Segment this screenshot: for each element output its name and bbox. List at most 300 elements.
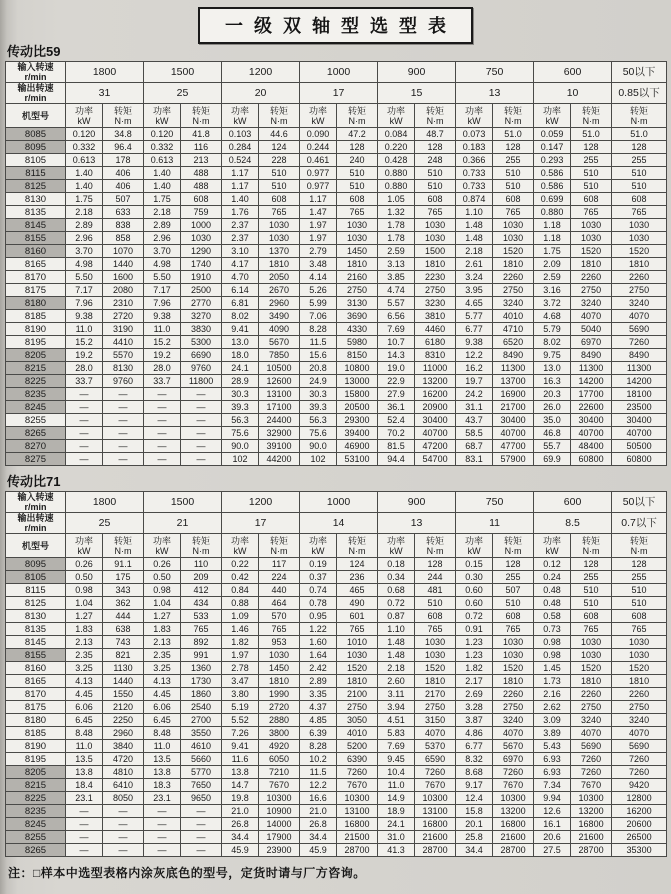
value-cell: 236 [337, 571, 378, 584]
value-cell: 16.2 [456, 362, 493, 375]
value-cell: 255 [493, 154, 534, 167]
input-speed-value: 50以下 [612, 492, 667, 513]
value-cell: 3050 [337, 714, 378, 727]
value-cell: 116 [181, 141, 222, 154]
torque-column-label: 转矩 N·m [415, 104, 456, 128]
value-cell: 48.7 [415, 128, 456, 141]
value-cell: 124 [259, 141, 300, 154]
value-cell: 12600 [259, 375, 300, 388]
model-cell: 8225 [6, 375, 66, 388]
value-cell: 24.2 [456, 388, 493, 401]
value-cell: 2720 [259, 701, 300, 714]
value-cell: 13100 [337, 805, 378, 818]
value-cell: 12.4 [456, 792, 493, 805]
value-cell: 1.76 [222, 206, 259, 219]
value-cell: 1.64 [300, 649, 337, 662]
table-row [6, 440, 667, 453]
table-row [6, 584, 667, 597]
value-cell: 0.147 [534, 141, 571, 154]
value-cell: 39.3 [222, 401, 259, 414]
power-column-label: 功率 kW [222, 104, 259, 128]
value-cell: 6.77 [456, 740, 493, 753]
output-speed-value: 0.85以下 [612, 83, 667, 104]
value-cell: 8490 [612, 349, 667, 362]
value-cell: 510 [612, 584, 667, 597]
table-row [6, 844, 667, 857]
value-cell: 2100 [337, 688, 378, 701]
output-speed-value: 10 [534, 83, 612, 104]
value-cell: 2.89 [300, 675, 337, 688]
value-cell: 34.4 [456, 844, 493, 857]
value-cell: 13200 [493, 805, 534, 818]
value-cell: — [66, 818, 103, 831]
value-cell: 12.2 [456, 349, 493, 362]
value-cell: 34.4 [222, 831, 259, 844]
value-cell: — [103, 427, 144, 440]
value-cell: 0.34 [378, 571, 415, 584]
value-cell: 23.1 [66, 792, 103, 805]
value-cell: 858 [103, 232, 144, 245]
value-cell: 608 [415, 193, 456, 206]
value-cell: 3.48 [300, 258, 337, 271]
value-cell: 15.6 [300, 349, 337, 362]
value-cell: 16.3 [534, 375, 571, 388]
value-cell: 4.14 [300, 271, 337, 284]
model-cell: 8115 [6, 167, 66, 180]
value-cell: 69.9 [534, 453, 571, 466]
value-cell: 26.8 [222, 818, 259, 831]
value-cell: 5.19 [222, 701, 259, 714]
value-cell: 1520 [415, 662, 456, 675]
value-cell: 1.48 [378, 649, 415, 662]
value-cell: 1.10 [378, 623, 415, 636]
value-cell: 255 [571, 571, 612, 584]
value-cell: — [66, 401, 103, 414]
value-cell: 128 [571, 141, 612, 154]
value-cell: 10500 [259, 362, 300, 375]
value-cell: 128 [337, 141, 378, 154]
model-cell: 8245 [6, 818, 66, 831]
table-row [6, 649, 667, 662]
value-cell: 9650 [181, 792, 222, 805]
value-cell: 2750 [337, 284, 378, 297]
value-cell: 13.0 [534, 362, 571, 375]
value-cell: 0.461 [300, 154, 337, 167]
table-row [6, 167, 667, 180]
value-cell: 255 [612, 571, 667, 584]
value-cell: 8310 [415, 349, 456, 362]
table-row [6, 636, 667, 649]
value-cell: 0.42 [222, 571, 259, 584]
value-cell: — [144, 440, 181, 453]
value-cell: 128 [571, 558, 612, 571]
value-cell: 0.72 [378, 597, 415, 610]
value-cell: 1.22 [300, 623, 337, 636]
model-cell: 8245 [6, 401, 66, 414]
value-cell: 1.23 [456, 636, 493, 649]
torque-column-label: 转矩 N·m [103, 104, 144, 128]
value-cell: 3190 [103, 323, 144, 336]
value-cell: 510 [415, 167, 456, 180]
output-speed-row [6, 513, 667, 534]
value-cell: 75.6 [222, 427, 259, 440]
model-column-label: 机型号 [6, 104, 66, 128]
value-cell: 2120 [103, 701, 144, 714]
table-row [6, 401, 667, 414]
value-cell: 0.98 [66, 584, 103, 597]
model-cell: 8205 [6, 766, 66, 779]
value-cell: 1.04 [144, 597, 181, 610]
value-cell: 1520 [571, 662, 612, 675]
value-cell: 1500 [415, 245, 456, 258]
value-cell: 7260 [571, 766, 612, 779]
value-cell: 40700 [612, 427, 667, 440]
value-cell: 21600 [415, 831, 456, 844]
value-cell: 2260 [493, 688, 534, 701]
value-cell: 9760 [181, 362, 222, 375]
value-cell: 5040 [571, 323, 612, 336]
value-cell: 3.11 [378, 688, 415, 701]
value-cell: 510 [415, 180, 456, 193]
value-cell: 1030 [612, 636, 667, 649]
value-cell: 2670 [259, 284, 300, 297]
value-cell: — [144, 401, 181, 414]
value-cell: 1520 [612, 245, 667, 258]
model-cell: 8095 [6, 558, 66, 571]
output-speed-value: 20 [222, 83, 300, 104]
value-cell: 7260 [612, 336, 667, 349]
column-header-row [6, 534, 667, 558]
value-cell: 58.5 [456, 427, 493, 440]
value-cell: 2750 [493, 284, 534, 297]
value-cell: 13000 [337, 375, 378, 388]
power-column-label: 功率 kW [534, 534, 571, 558]
value-cell: — [66, 831, 103, 844]
value-cell: 2.96 [66, 232, 103, 245]
value-cell: 0.183 [456, 141, 493, 154]
output-speed-value: 17 [300, 83, 378, 104]
value-cell: 4.70 [222, 271, 259, 284]
value-cell: 2.18 [66, 206, 103, 219]
model-cell: 8235 [6, 388, 66, 401]
value-cell: 1.17 [222, 180, 259, 193]
value-cell: 13.0 [222, 336, 259, 349]
value-cell: 510 [259, 167, 300, 180]
value-cell: 4.98 [144, 258, 181, 271]
value-cell: 30400 [493, 414, 534, 427]
input-speed-value: 1800 [66, 62, 144, 83]
value-cell: 4070 [612, 310, 667, 323]
value-cell: 0.090 [300, 128, 337, 141]
value-cell: 60800 [571, 453, 612, 466]
value-cell: 4.86 [456, 727, 493, 740]
value-cell: 4.37 [300, 701, 337, 714]
output-speed-value: 8.5 [534, 513, 612, 534]
table-row [6, 688, 667, 701]
value-cell: 1450 [259, 662, 300, 675]
model-cell: 8190 [6, 740, 66, 753]
value-cell: 5770 [181, 766, 222, 779]
value-cell: 1030 [612, 219, 667, 232]
table-row [6, 766, 667, 779]
value-cell: 1030 [181, 232, 222, 245]
value-cell: 2230 [415, 271, 456, 284]
value-cell: 60800 [612, 453, 667, 466]
value-cell: 838 [103, 219, 144, 232]
value-cell: 0.586 [534, 167, 571, 180]
value-cell: 1030 [571, 219, 612, 232]
value-cell: 1.82 [456, 662, 493, 675]
value-cell: 55.7 [534, 440, 571, 453]
value-cell: 759 [181, 206, 222, 219]
model-cell: 8125 [6, 597, 66, 610]
value-cell: 3240 [571, 714, 612, 727]
value-cell: 68.7 [456, 440, 493, 453]
value-cell: 4070 [415, 727, 456, 740]
value-cell: 2.16 [534, 688, 571, 701]
value-cell: 11800 [181, 375, 222, 388]
value-cell: 9420 [612, 779, 667, 792]
value-cell: 2250 [103, 714, 144, 727]
input-speed-value: 750 [456, 492, 534, 513]
value-cell: 608 [181, 193, 222, 206]
value-cell: 1.10 [456, 206, 493, 219]
value-cell: 2700 [181, 714, 222, 727]
value-cell: 608 [493, 193, 534, 206]
value-cell: 765 [493, 623, 534, 636]
table-row [6, 323, 667, 336]
value-cell: 464 [259, 597, 300, 610]
value-cell: 3240 [493, 714, 534, 727]
value-cell: 510 [259, 180, 300, 193]
value-cell: 1030 [415, 649, 456, 662]
value-cell: 0.68 [378, 584, 415, 597]
value-cell: 5690 [612, 323, 667, 336]
value-cell: 3.85 [378, 271, 415, 284]
value-cell: 2.13 [66, 636, 103, 649]
input-speed-value: 1000 [300, 492, 378, 513]
value-cell: 3.87 [456, 714, 493, 727]
value-cell: 6.14 [222, 284, 259, 297]
value-cell: 510 [337, 167, 378, 180]
value-cell: 255 [493, 571, 534, 584]
value-cell: 1810 [493, 258, 534, 271]
value-cell: 7.17 [66, 284, 103, 297]
value-cell: 8.48 [66, 727, 103, 740]
model-cell: 8145 [6, 636, 66, 649]
value-cell: 30.3 [222, 388, 259, 401]
value-cell: 6.06 [144, 701, 181, 714]
table-row [6, 597, 667, 610]
value-cell: 5.77 [456, 310, 493, 323]
value-cell: 8490 [571, 349, 612, 362]
value-cell: 7670 [337, 779, 378, 792]
value-cell: 16200 [612, 805, 667, 818]
value-cell: 0.73 [534, 623, 571, 636]
value-cell: 3.94 [378, 701, 415, 714]
value-cell: 0.60 [456, 597, 493, 610]
value-cell: — [103, 818, 144, 831]
value-cell: 6970 [571, 336, 612, 349]
value-cell: 6970 [493, 753, 534, 766]
value-cell: 23500 [612, 401, 667, 414]
torque-column-label: 转矩 N·m [181, 104, 222, 128]
value-cell: 488 [181, 167, 222, 180]
value-cell: 10300 [571, 792, 612, 805]
title-wrap [0, 0, 671, 40]
value-cell: 0.874 [456, 193, 493, 206]
value-cell: 2.18 [378, 662, 415, 675]
value-cell: 128 [612, 558, 667, 571]
value-cell: 8050 [103, 792, 144, 805]
value-cell: 90.0 [222, 440, 259, 453]
output-speed-value: 25 [66, 513, 144, 534]
value-cell: 5.57 [378, 297, 415, 310]
value-cell: 19.0 [378, 362, 415, 375]
value-cell: 1520 [493, 245, 534, 258]
value-cell: 2.59 [534, 271, 571, 284]
value-cell: 11300 [612, 362, 667, 375]
value-cell: 2750 [337, 701, 378, 714]
value-cell: 0.84 [222, 584, 259, 597]
output-speed-value: 13 [378, 513, 456, 534]
value-cell: 13.8 [144, 766, 181, 779]
value-cell: 0.91 [456, 623, 493, 636]
value-cell: 0.15 [456, 558, 493, 571]
value-cell: 27.5 [534, 844, 571, 857]
value-cell: — [103, 844, 144, 857]
value-cell: 8.68 [456, 766, 493, 779]
value-cell: 1520 [493, 662, 534, 675]
value-cell: 2310 [103, 297, 144, 310]
value-cell: 1550 [103, 688, 144, 701]
value-cell: 1450 [337, 245, 378, 258]
value-cell: 7210 [259, 766, 300, 779]
table-row [6, 779, 667, 792]
value-cell: — [144, 831, 181, 844]
output-speed-label: 输出转速 r/min [6, 83, 66, 104]
value-cell: 209 [181, 571, 222, 584]
value-cell: 12800 [612, 792, 667, 805]
value-cell: — [103, 401, 144, 414]
value-cell: 48400 [571, 440, 612, 453]
model-cell: 8085 [6, 128, 66, 141]
value-cell: 94.4 [378, 453, 415, 466]
value-cell: 6.81 [222, 297, 259, 310]
table-row [6, 375, 667, 388]
value-cell: 9.41 [222, 323, 259, 336]
torque-column-label: 转矩 N·m [571, 104, 612, 128]
value-cell: 3.35 [300, 688, 337, 701]
value-cell: 3.70 [66, 245, 103, 258]
value-cell: 608 [571, 193, 612, 206]
value-cell: 1030 [493, 636, 534, 649]
value-cell: 2.37 [222, 232, 259, 245]
value-cell: 40700 [571, 427, 612, 440]
value-cell: 406 [103, 180, 144, 193]
value-cell: 39.3 [300, 401, 337, 414]
value-cell: 1.48 [456, 232, 493, 245]
value-cell: 6.06 [66, 701, 103, 714]
value-cell: 255 [571, 154, 612, 167]
value-cell: 1.47 [300, 206, 337, 219]
value-cell: 953 [259, 636, 300, 649]
value-cell: 0.12 [534, 558, 571, 571]
value-cell: 1030 [571, 232, 612, 245]
value-cell: 6050 [259, 753, 300, 766]
value-cell: 1.23 [456, 649, 493, 662]
value-cell: 11.5 [300, 336, 337, 349]
value-cell: 2.62 [534, 701, 571, 714]
value-cell: 0.332 [66, 141, 103, 154]
output-speed-value: 0.7以下 [612, 513, 667, 534]
value-cell: 1.27 [144, 610, 181, 623]
model-cell: 8185 [6, 727, 66, 740]
value-cell: 4330 [337, 323, 378, 336]
value-cell: 13100 [259, 388, 300, 401]
value-cell: 0.72 [456, 610, 493, 623]
value-cell: 40700 [415, 427, 456, 440]
table-row [6, 193, 667, 206]
value-cell: 570 [259, 610, 300, 623]
value-cell: — [66, 805, 103, 818]
value-cell: — [181, 388, 222, 401]
model-cell: 8175 [6, 284, 66, 297]
value-cell: 1030 [337, 232, 378, 245]
value-cell: 10.7 [378, 336, 415, 349]
value-cell: 128 [493, 558, 534, 571]
value-cell: 1730 [181, 675, 222, 688]
input-speed-value: 1800 [66, 492, 144, 513]
value-cell: 0.95 [300, 610, 337, 623]
value-cell: 1030 [612, 649, 667, 662]
value-cell: 6410 [103, 779, 144, 792]
input-speed-value: 900 [378, 62, 456, 83]
value-cell: 4720 [103, 753, 144, 766]
value-cell: 1.78 [378, 219, 415, 232]
value-cell: 1.40 [66, 180, 103, 193]
value-cell: 510 [571, 180, 612, 193]
value-cell: 2960 [103, 727, 144, 740]
value-cell: 7.96 [66, 297, 103, 310]
model-cell: 8255 [6, 831, 66, 844]
value-cell: 3240 [571, 297, 612, 310]
value-cell: 213 [181, 154, 222, 167]
value-cell: 0.30 [456, 571, 493, 584]
value-cell: 5980 [337, 336, 378, 349]
model-cell: 8180 [6, 714, 66, 727]
value-cell: 0.699 [534, 193, 571, 206]
value-cell: 510 [612, 167, 667, 180]
value-cell: 10800 [337, 362, 378, 375]
value-cell: 28.9 [222, 375, 259, 388]
table-row [6, 571, 667, 584]
value-cell: 178 [103, 154, 144, 167]
value-cell: 15.8 [456, 805, 493, 818]
value-cell: 1290 [181, 245, 222, 258]
power-column-label: 功率 kW [456, 104, 493, 128]
model-cell: 8165 [6, 675, 66, 688]
value-cell: 5200 [337, 740, 378, 753]
value-cell: 0.98 [534, 636, 571, 649]
value-cell: 47700 [493, 440, 534, 453]
model-cell: 8155 [6, 649, 66, 662]
value-cell: 7670 [571, 779, 612, 792]
value-cell: 4.98 [66, 258, 103, 271]
table-row [6, 388, 667, 401]
value-cell: 41.8 [181, 128, 222, 141]
value-cell: 0.428 [378, 154, 415, 167]
